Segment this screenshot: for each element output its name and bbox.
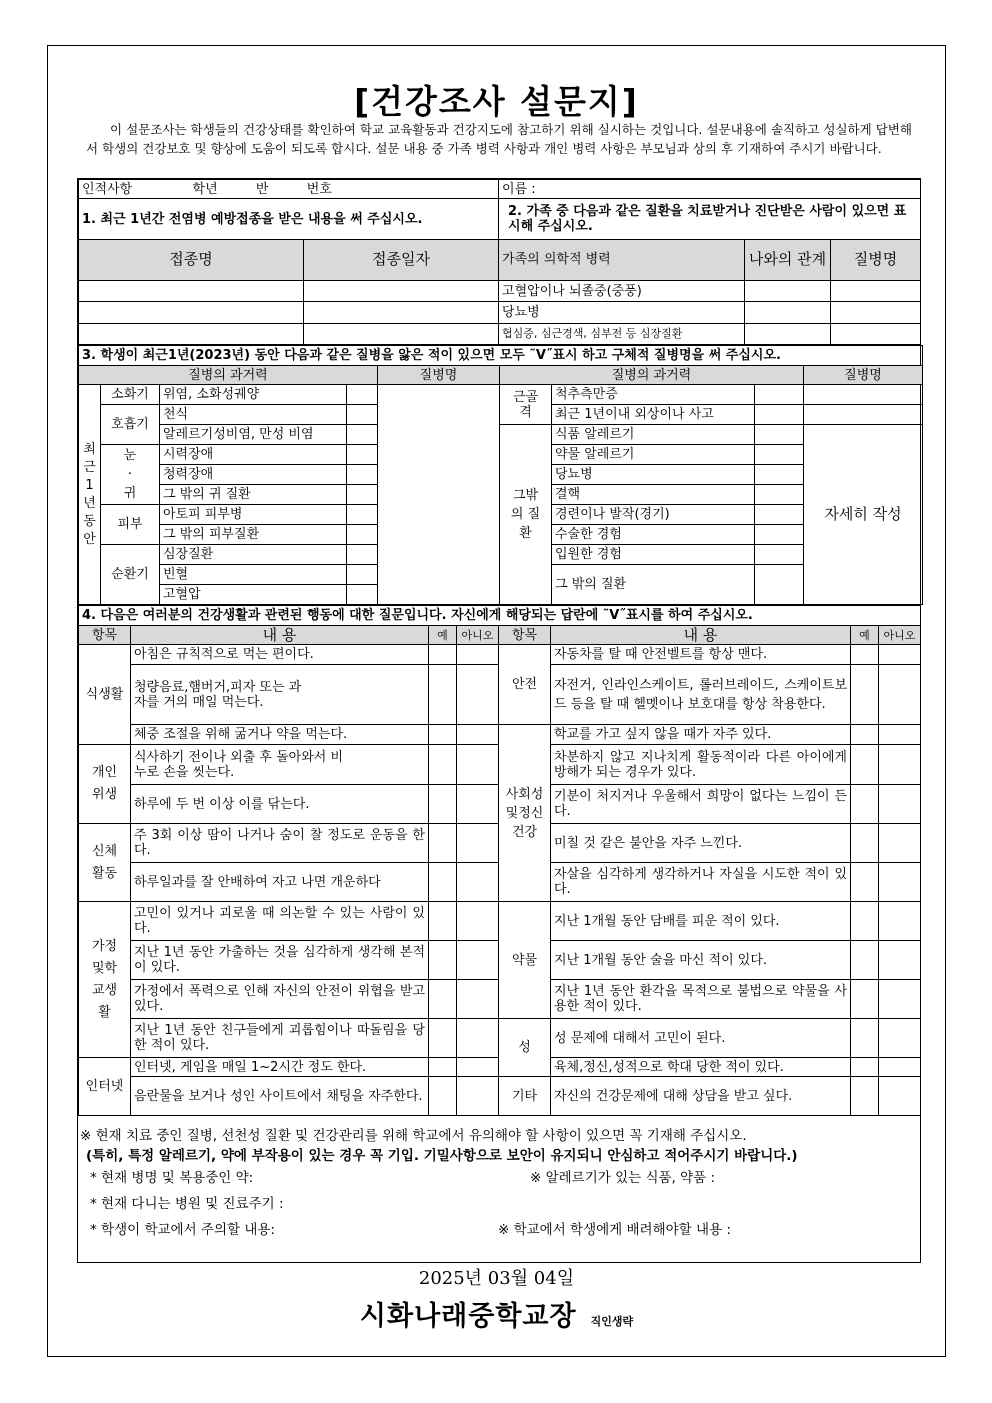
yes-checkbox[interactable] <box>851 902 879 941</box>
no-checkbox[interactable] <box>879 1058 921 1077</box>
history-header-right: 질병의 과거력 <box>500 366 804 385</box>
yes-checkbox[interactable] <box>429 665 457 725</box>
yes-checkbox[interactable] <box>429 785 457 824</box>
question-item: 청량음료,햄버거,피자 또는 과자를 거의 매일 먹는다. <box>131 665 429 725</box>
question-item: 성 문제에 대해서 고민이 된다. <box>551 1019 851 1058</box>
yes-checkbox[interactable] <box>851 725 879 745</box>
principal-name: 시화나래중학교장 <box>359 1301 577 1332</box>
number-field[interactable]: 번호 <box>306 181 332 197</box>
note-row-1 <box>80 1166 916 1192</box>
question-item: 자살을 심각하게 생각하거나 자실을 시도한 적이 있다. <box>551 863 851 902</box>
consideration-field[interactable]: ※ 학교에서 학생에게 배려해야할 내용 : <box>498 1222 731 1238</box>
vaccine-name-cell[interactable] <box>79 323 304 344</box>
vaccine-date-cell[interactable] <box>304 280 499 301</box>
yes-checkbox[interactable] <box>429 902 457 941</box>
category-header-left: 항목 <box>79 626 131 645</box>
no-checkbox[interactable] <box>457 980 499 1019</box>
no-checkbox[interactable] <box>457 941 499 980</box>
cat-family <box>79 902 131 1058</box>
history-item: 청력장애 <box>160 465 347 485</box>
no-checkbox[interactable] <box>879 902 921 941</box>
no-header-left: 아니오 <box>457 626 499 645</box>
cat-ear: 귀 <box>123 486 137 501</box>
yes-checkbox[interactable] <box>429 941 457 980</box>
cat-circulatory: 순환기 <box>101 545 160 605</box>
check-cell[interactable] <box>755 565 804 605</box>
question-item: 자신의 건강문제에 대해 상담을 받고 싶다. <box>551 1077 851 1116</box>
yes-checkbox[interactable] <box>851 1058 879 1077</box>
no-checkbox[interactable] <box>879 863 921 902</box>
question-item: 식사하기 전이나 외출 후 돌아와서 비누로 손을 씻는다. <box>131 745 429 785</box>
history-item: 빈혈 <box>160 565 347 585</box>
cat-skin: 피부 <box>101 505 160 545</box>
check-cell[interactable] <box>755 485 804 505</box>
no-checkbox[interactable] <box>457 863 499 902</box>
history-item: 심장질환 <box>160 545 347 565</box>
cat-diet: 식생활 <box>79 645 131 745</box>
note-2: (특히, 특정 알레르기, 약에 부작용이 있는 경우 꼭 기입. 기밀사항으로 보안이 유지되니 안심하고 적어주시기 바랍니다.) <box>86 1148 798 1164</box>
current-disease-field[interactable]: * 현재 병명 및 복용중인 약: <box>90 1170 254 1186</box>
question-item: 주 3회 이상 땀이 나거나 숨이 찰 정도로 운동을 한다. <box>131 824 429 863</box>
info-row <box>79 180 499 199</box>
question-item: 지난 1년 동안 환각을 목적으로 불법으로 약물을 사용한 적이 있다. <box>551 980 851 1019</box>
yes-checkbox[interactable] <box>429 863 457 902</box>
question-item: 지난 1개월 동안 술을 마신 적이 있다. <box>551 941 851 980</box>
vaccine-name-header: 접종명 <box>79 240 304 281</box>
no-checkbox[interactable] <box>879 824 921 863</box>
check-cell[interactable] <box>347 405 378 425</box>
check-cell[interactable] <box>755 545 804 565</box>
no-checkbox[interactable] <box>457 1019 499 1058</box>
vaccine-date-header: 접종일자 <box>304 240 499 281</box>
no-checkbox[interactable] <box>879 1077 921 1116</box>
yes-header-right: 예 <box>851 626 879 645</box>
history-item: 당뇨병 <box>552 465 755 485</box>
check-cell[interactable] <box>755 385 804 405</box>
section-2-title: 2. 가족 중 다음과 같은 질환을 치료받거나 진단받은 사람이 있으면 표시해 주십시오. <box>499 199 921 240</box>
page-title: [건강조사 설문지] <box>354 82 639 121</box>
yes-checkbox[interactable] <box>851 745 879 785</box>
question-item: 아침은 규칙적으로 먹는 편이다. <box>131 645 429 665</box>
check-cell[interactable] <box>347 465 378 485</box>
disease-name-cell[interactable] <box>804 385 923 405</box>
section-1-2-table <box>78 179 921 345</box>
check-cell[interactable] <box>755 405 804 425</box>
yes-checkbox[interactable] <box>851 785 879 824</box>
yes-checkbox[interactable] <box>851 863 879 902</box>
check-cell[interactable] <box>755 425 804 445</box>
no-checkbox[interactable] <box>879 980 921 1019</box>
history-header-left: 질병의 과거력 <box>79 366 378 385</box>
yes-checkbox[interactable] <box>429 824 457 863</box>
check-cell[interactable] <box>347 505 378 525</box>
no-checkbox[interactable] <box>879 941 921 980</box>
cat-physical <box>79 824 131 902</box>
yes-checkbox[interactable] <box>851 941 879 980</box>
history-item: 천식 <box>160 405 347 425</box>
question-item: 인터넷, 게임을 매일 1~2시간 정도 한다. <box>131 1058 429 1077</box>
period-text: 최근1년동안 <box>83 441 96 547</box>
yes-checkbox[interactable] <box>851 665 879 725</box>
no-checkbox[interactable] <box>457 785 499 824</box>
cat-digestive: 소화기 <box>101 385 160 405</box>
yes-checkbox[interactable] <box>429 725 457 745</box>
period-label <box>79 385 101 605</box>
history-item: 입원한 경험 <box>552 545 755 565</box>
cat-eye: 눈 <box>123 448 137 463</box>
no-checkbox[interactable] <box>457 665 499 725</box>
cat-other-text: 그밖의 질환 <box>510 488 541 541</box>
vaccine-date-cell[interactable] <box>304 323 499 344</box>
no-checkbox[interactable] <box>879 645 921 665</box>
info-label: 인적사항 <box>82 181 133 197</box>
check-cell[interactable] <box>755 505 804 525</box>
cat-etc: 기타 <box>499 1077 551 1116</box>
allergy-field[interactable]: ※ 알레르기가 있는 식품, 약품 : <box>530 1170 716 1186</box>
cat-bone <box>500 385 552 425</box>
yes-checkbox[interactable] <box>429 1019 457 1058</box>
cat-hygiene <box>79 745 131 824</box>
no-checkbox[interactable] <box>457 745 499 785</box>
issue-date: 2025년 03월 04일 <box>418 1268 575 1289</box>
question-item: 가정에서 폭력으로 인해 자신의 안전이 위협을 받고 있다. <box>131 980 429 1019</box>
yes-checkbox[interactable] <box>851 645 879 665</box>
no-checkbox[interactable] <box>457 1058 499 1077</box>
question-item: 지난 1년 동안 가출하는 것을 심각하게 생각해 본적이 있다. <box>131 941 429 980</box>
history-item: 시력장애 <box>160 445 347 465</box>
history-item: 식품 알레르기 <box>552 425 755 445</box>
question-item: 미칠 것 같은 불안을 자주 느낀다. <box>551 824 851 863</box>
vaccine-name-cell[interactable] <box>79 302 304 323</box>
disease-name-cell[interactable] <box>804 405 923 425</box>
disease-name-cell[interactable] <box>831 302 921 323</box>
name-field[interactable]: 이름 : <box>499 180 921 199</box>
history-item: 위염, 소화성궤양 <box>160 385 347 405</box>
survey-form <box>77 178 921 1263</box>
history-item: 아토피 피부병 <box>160 505 347 525</box>
yes-checkbox[interactable] <box>851 1077 879 1116</box>
question-item: 육체,정신,성적으로 학대 당한 적이 있다. <box>551 1058 851 1077</box>
history-item: 최근 1년이내 외상이나 사고 <box>552 405 755 425</box>
yes-checkbox[interactable] <box>429 645 457 665</box>
cat-physical-text: 신체활동 <box>91 843 118 881</box>
yes-checkbox[interactable] <box>851 1019 879 1058</box>
cat-social-text: 사회성및정신건강 <box>505 786 544 840</box>
check-cell[interactable] <box>755 465 804 485</box>
cat-social <box>499 725 551 902</box>
cat-bone-text: 근골격 <box>512 389 539 420</box>
cat-other <box>500 425 552 605</box>
section-4-title: 4. 다음은 여러분의 건강생활과 관련된 행동에 대한 질문입니다. 자신에게 해당되는 답란에 ˜V˝표시를 하여 주십시오. <box>79 606 921 626</box>
cat-respiratory: 호흡기 <box>101 405 160 445</box>
caution-field[interactable]: * 학생이 학교에서 주의할 내용: <box>90 1222 275 1238</box>
yes-checkbox[interactable] <box>851 980 879 1019</box>
check-cell[interactable] <box>347 385 378 405</box>
no-checkbox[interactable] <box>457 902 499 941</box>
relation-header: 나와의 관계 <box>745 240 831 281</box>
yes-checkbox[interactable] <box>429 1077 457 1116</box>
family-history-item: 고혈압이나 뇌졸중(중풍) <box>499 280 745 301</box>
content-header-right: 내 용 <box>551 626 851 645</box>
hospital-field[interactable]: * 현재 다니는 병원 및 진료주기 : <box>90 1196 284 1212</box>
question-item: 자전거, 인라인스케이트, 롤러브레이드, 스케이트보드 등을 탈 때 헬멧이나 보호대를 항상 착용한다. <box>551 665 851 725</box>
yes-checkbox[interactable] <box>429 980 457 1019</box>
check-cell[interactable] <box>755 525 804 545</box>
vaccine-date-cell[interactable] <box>304 302 499 323</box>
history-item: 알레르기성비염, 만성 비염 <box>160 425 347 445</box>
check-cell[interactable] <box>755 445 804 465</box>
yes-header-left: 예 <box>429 626 457 645</box>
history-item: 고혈압 <box>160 585 347 605</box>
check-cell[interactable] <box>347 585 378 605</box>
relation-cell[interactable] <box>745 302 831 323</box>
disease-name-header-left: 질병명 <box>378 366 500 385</box>
survey-page <box>47 45 946 1357</box>
check-cell[interactable] <box>347 485 378 505</box>
content-header-left: 내 용 <box>131 626 429 645</box>
question-item: 차분하지 않고 지나치게 활동적이라 다른 아이에게 방해가 되는 경우가 있다. <box>551 745 851 785</box>
relation-cell[interactable] <box>745 323 831 344</box>
yes-checkbox[interactable] <box>429 745 457 785</box>
cat-internet: 인터넷 <box>79 1058 131 1116</box>
family-history-item: 당뇨병 <box>499 302 745 323</box>
section-4-table <box>78 605 921 1116</box>
question-item: 지난 1년 동안 친구들에게 괴롭힘이나 따돌림을 당한 적이 있다. <box>131 1019 429 1058</box>
vaccine-name-cell[interactable] <box>79 280 304 301</box>
no-checkbox[interactable] <box>879 785 921 824</box>
yes-checkbox[interactable] <box>429 1058 457 1077</box>
question-item: 학교를 가고 싶지 않을 때가 자주 있다. <box>551 725 851 745</box>
family-history-item: 협심증, 심근경색, 심부전 등 심장질환 <box>499 323 745 344</box>
no-checkbox[interactable] <box>457 824 499 863</box>
cat-hygiene-text: 개인위생 <box>91 765 118 802</box>
disease-name-area-left[interactable] <box>378 385 500 605</box>
check-cell[interactable] <box>347 565 378 585</box>
cat-separator: · <box>127 467 133 482</box>
section-3-table <box>78 345 923 605</box>
history-item: 결핵 <box>552 485 755 505</box>
cat-eye-ear <box>101 445 160 505</box>
no-checkbox[interactable] <box>879 1019 921 1058</box>
relation-cell[interactable] <box>745 280 831 301</box>
history-item: 그 밖의 피부질환 <box>160 525 347 545</box>
question-item: 지난 1개월 동안 담배를 피운 적이 있다. <box>551 902 851 941</box>
no-checkbox[interactable] <box>457 1077 499 1116</box>
no-checkbox[interactable] <box>457 645 499 665</box>
question-item: 고민이 있거나 괴로울 때 의논할 수 있는 사람이 있다. <box>131 902 429 941</box>
history-item: 경련이나 발작(경기) <box>552 505 755 525</box>
disease-name-cell[interactable] <box>831 323 921 344</box>
intro-text: 이 설문조사는 학생들의 건강상태를 확인하여 학교 교육활동과 건강지도에 참고하기 위해 실시하는 것입니다. 설문내용에 솔직하고 성실하게 답변해서 학생의 건강보호 및 향상에 도움이 되도록 합시다. 설문 내용 중 가족 병력 사항과 개인 병력 사항은 부모님과 상의 후 기재하여 주시기 바랍니다. <box>86 122 912 156</box>
check-cell[interactable] <box>347 545 378 565</box>
yes-checkbox[interactable] <box>851 824 879 863</box>
check-cell[interactable] <box>347 525 378 545</box>
no-checkbox[interactable] <box>879 665 921 725</box>
history-item: 척추측만증 <box>552 385 755 405</box>
cat-sex: 성 <box>499 1019 551 1077</box>
disease-name-header-right: 질병명 <box>804 366 923 385</box>
question-item: 자동차를 탈 때 안전벨트를 항상 맨다. <box>551 645 851 665</box>
history-item: 약물 알레르기 <box>552 445 755 465</box>
disease-name-header: 질병명 <box>831 240 921 281</box>
disease-name-cell[interactable] <box>831 280 921 301</box>
question-item: 체중 조절을 위해 굶거나 약을 먹는다. <box>131 725 429 745</box>
section-3-title: 3. 학생이 최근1년(2023년) 동안 다음과 같은 질병을 앓은 적이 있으면 모두 ˜V˝표시 하고 구체적 질병명을 써 주십시오. <box>79 346 923 366</box>
seal-note: 직인생략 <box>590 1315 634 1328</box>
notes-section <box>78 1116 920 1244</box>
check-cell[interactable] <box>347 425 378 445</box>
question-item: 음란물을 보거나 성인 사이트에서 채팅을 자주한다. <box>131 1077 429 1116</box>
category-header-right: 항목 <box>499 626 551 645</box>
no-checkbox[interactable] <box>879 725 921 745</box>
question-item: 하루일과를 잘 안배하여 자고 나면 개운하다 <box>131 863 429 902</box>
cat-safety: 안전 <box>499 645 551 725</box>
grade-field[interactable]: 학년 <box>192 181 218 197</box>
section-1-title: 1. 최근 1년간 전염병 예방접종을 받은 내용을 써 주십시오. <box>79 199 499 240</box>
check-cell[interactable] <box>347 445 378 465</box>
question-item: 하루에 두 번 이상 이를 닦는다. <box>131 785 429 824</box>
note-row-3 <box>80 1218 916 1244</box>
note-1: ※ 현재 치료 중인 질병, 선천성 질환 및 건강관리를 위해 학교에서 유의해야 할 사항이 있으면 꼭 기재해 주십시오. <box>80 1128 747 1144</box>
question-item: 기분이 처지거나 우울해서 희망이 없다는 느낌이 든다. <box>551 785 851 824</box>
cat-drug: 약물 <box>499 902 551 1019</box>
history-item: 수술한 경험 <box>552 525 755 545</box>
class-field[interactable]: 반 <box>255 181 269 197</box>
no-header-right: 아니오 <box>879 626 921 645</box>
family-history-header: 가족의 의학적 병력 <box>499 240 745 281</box>
no-checkbox[interactable] <box>457 725 499 745</box>
signature-block <box>48 1294 945 1333</box>
no-checkbox[interactable] <box>879 745 921 785</box>
cat-family-text: 가정및학교생활 <box>91 938 118 1020</box>
history-item: 그 밖의 질환 <box>552 565 755 605</box>
history-item: 그 밖의 귀 질환 <box>160 485 347 505</box>
detail-note[interactable]: 자세히 작성 <box>804 425 923 605</box>
